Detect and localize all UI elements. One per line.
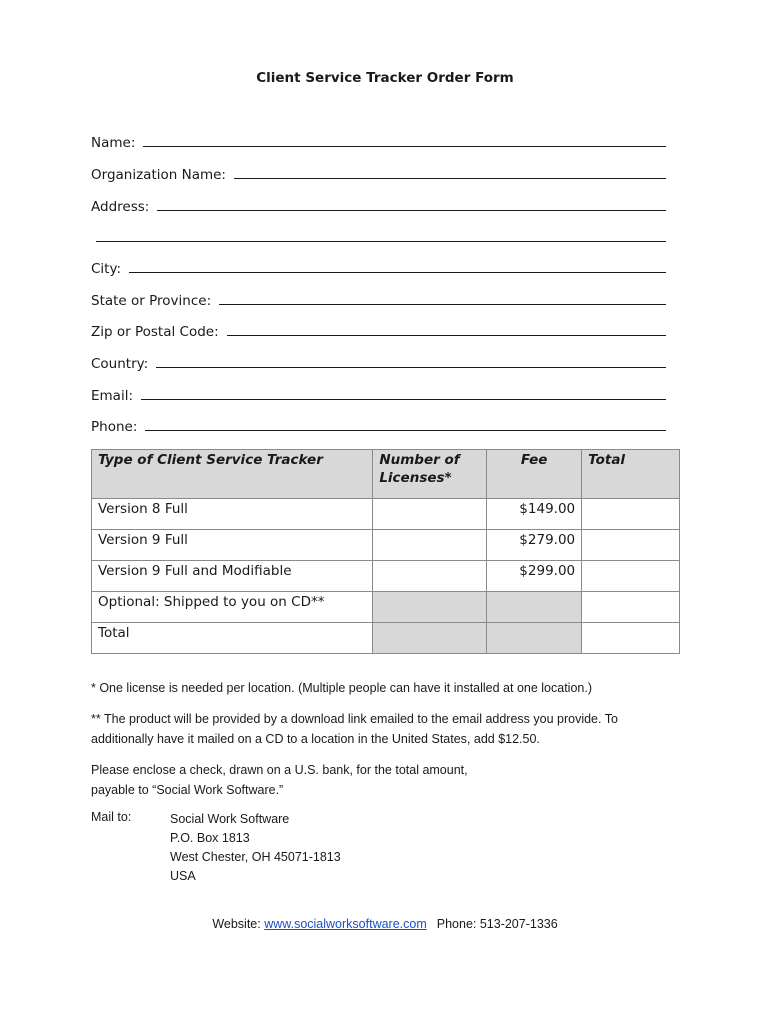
licenses-shaded-cell (373, 623, 487, 654)
mail-line-pobox: P.O. Box 1813 (170, 831, 250, 845)
city-line[interactable] (129, 272, 666, 273)
country-line[interactable] (156, 367, 666, 368)
payment-note-line2: payable to “Social Work Software.” (91, 783, 284, 797)
order-table (91, 449, 680, 654)
table-row (92, 530, 680, 561)
row-type: Total (92, 623, 373, 654)
table-row (92, 592, 680, 623)
license-note: * One license is needed per location. (Multiple people can have it installed at one location.) (91, 681, 593, 695)
email-field[interactable] (91, 384, 666, 404)
country-label: Country: (91, 356, 149, 372)
zip-field[interactable] (91, 320, 666, 340)
address-line-2[interactable] (96, 241, 666, 242)
total-input-cell[interactable] (582, 592, 680, 623)
name-label: Name: (91, 135, 136, 151)
table-row (92, 499, 680, 530)
state-field[interactable] (91, 289, 666, 309)
phone-field[interactable] (91, 415, 666, 435)
page-title: Client Service Tracker Order Form (256, 70, 514, 86)
licenses-shaded-cell (373, 592, 487, 623)
row-fee (487, 623, 582, 654)
address-label: Address: (91, 199, 150, 215)
zip-line[interactable] (227, 335, 666, 336)
licenses-input-cell[interactable] (373, 499, 487, 530)
licenses-input-cell[interactable] (373, 530, 487, 561)
row-type: Optional: Shipped to you on CD** (92, 592, 373, 623)
email-label: Email: (91, 388, 134, 404)
total-input-cell[interactable] (582, 561, 680, 592)
address-line[interactable] (157, 210, 666, 211)
name-field[interactable] (91, 131, 666, 151)
mailing-address (170, 810, 341, 886)
website-label: Website: (212, 917, 261, 931)
cd-note-line2: additionally have it mailed on a CD to a location in the United States, add $12.50. (91, 732, 540, 746)
cd-note-line1: ** The product will be provided by a download link emailed to the email address you provide. To (91, 712, 618, 726)
organization-line[interactable] (234, 178, 666, 179)
zip-label: Zip or Postal Code: (91, 324, 219, 340)
mail-line-company: Social Work Software (170, 812, 290, 826)
footer-phone: Phone: 513-207-1336 (436, 917, 558, 931)
country-field[interactable] (91, 352, 666, 372)
email-line[interactable] (141, 399, 666, 400)
header-licenses: Number of Licenses* (373, 450, 487, 499)
organization-label: Organization Name: (91, 167, 226, 183)
state-line[interactable] (219, 304, 666, 305)
phone-label: Phone: (91, 419, 138, 435)
mail-label: Mail to: (91, 810, 132, 824)
organization-field[interactable] (91, 163, 666, 183)
total-input-cell[interactable] (582, 499, 680, 530)
table-row (92, 623, 680, 654)
mail-line-country: USA (170, 869, 196, 883)
address-field-line2[interactable] (96, 226, 666, 246)
licenses-input-cell[interactable] (373, 561, 487, 592)
total-input-cell[interactable] (582, 530, 680, 561)
city-label: City: (91, 261, 122, 277)
row-type: Version 9 Full (92, 530, 373, 561)
header-type: Type of Client Service Tracker (92, 450, 373, 499)
payment-note-line1: Please enclose a check, drawn on a U.S. bank, for the total amount, (91, 763, 468, 777)
header-fee: Fee (487, 450, 582, 499)
state-label: State or Province: (91, 293, 212, 309)
row-fee (487, 592, 582, 623)
name-line[interactable] (143, 146, 666, 147)
footer (0, 917, 770, 931)
row-fee: $299.00 (487, 561, 582, 592)
total-input-cell[interactable] (582, 623, 680, 654)
phone-line[interactable] (145, 430, 666, 431)
row-fee: $149.00 (487, 499, 582, 530)
row-type: Version 9 Full and Modifiable (92, 561, 373, 592)
mail-line-city: West Chester, OH 45071-1813 (170, 850, 341, 864)
row-type: Version 8 Full (92, 499, 373, 530)
header-total: Total (582, 450, 680, 499)
city-field[interactable] (91, 257, 666, 277)
address-field[interactable] (91, 195, 666, 215)
website-link[interactable]: www.socialworksoftware.com (264, 917, 427, 931)
row-fee: $279.00 (487, 530, 582, 561)
table-row (92, 561, 680, 592)
table-header-row (92, 450, 680, 499)
